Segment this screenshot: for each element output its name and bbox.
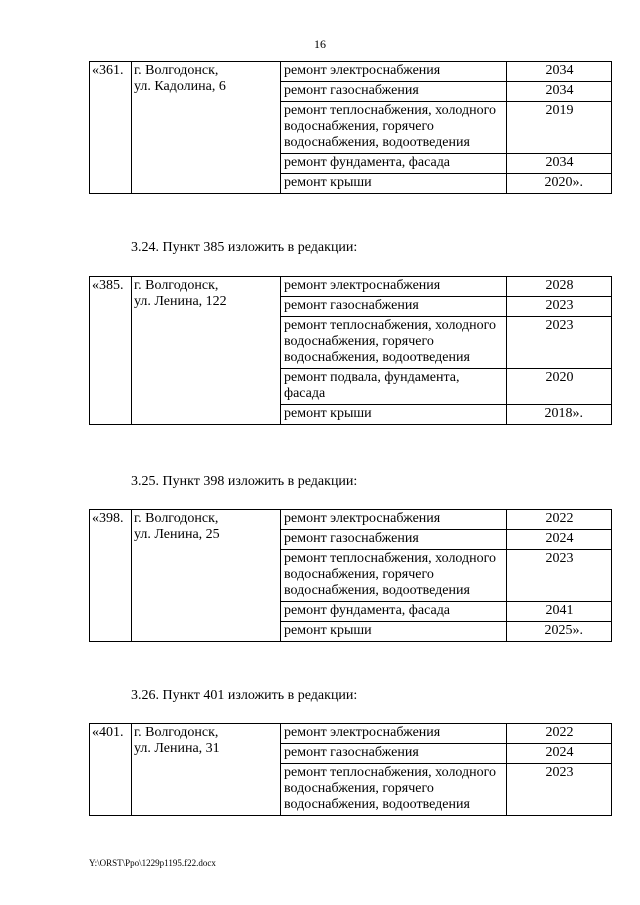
address-street: ул. Ленина, 122 <box>134 294 227 309</box>
work-year: 2041 <box>507 602 612 622</box>
work-year: 2022 <box>507 510 612 530</box>
work-year: 2034 <box>507 82 612 102</box>
item-number: «398. <box>90 510 132 642</box>
work-year: 2020 <box>507 369 612 405</box>
work-type: ремонт крыши <box>281 622 507 642</box>
work-type: ремонт электроснабжения <box>281 277 507 297</box>
work-year: 2024 <box>507 530 612 550</box>
address-street: ул. Ленина, 31 <box>134 741 220 756</box>
address-city: г. Волгодонск, <box>134 278 219 293</box>
amendment-paragraph: 3.24. Пункт 385 изложить в редакции: <box>131 240 358 255</box>
item-number: «361. <box>90 62 132 194</box>
item-number: «401. <box>90 724 132 816</box>
work-year: 2024 <box>507 744 612 764</box>
housing-table <box>89 276 612 425</box>
work-year: 2019 <box>507 102 612 154</box>
work-year: 2034 <box>507 62 612 82</box>
work-type: ремонт крыши <box>281 174 507 194</box>
work-year: 2025». <box>507 622 612 642</box>
table-row <box>90 62 612 82</box>
amendment-paragraph: 3.25. Пункт 398 изложить в редакции: <box>131 474 358 489</box>
address-street: ул. Ленина, 25 <box>134 527 220 542</box>
housing-table <box>89 723 612 816</box>
work-type: ремонт подвала, фундамента, фасада <box>281 369 507 405</box>
work-year: 2028 <box>507 277 612 297</box>
amendment-paragraph: 3.26. Пункт 401 изложить в редакции: <box>131 688 358 703</box>
work-type: ремонт газоснабжения <box>281 82 507 102</box>
address-city: г. Волгодонск, <box>134 63 219 78</box>
table-row <box>90 510 612 530</box>
page-number: 16 <box>314 37 326 51</box>
work-type: ремонт теплоснабжения, холодного водоснабжения, горячего водоснабжения, водоотведения <box>281 764 507 816</box>
work-type: ремонт теплоснабжения, холодного водоснабжения, горячего водоснабжения, водоотведения <box>281 550 507 602</box>
work-type: ремонт крыши <box>281 405 507 425</box>
address <box>132 62 281 194</box>
address-city: г. Волгодонск, <box>134 511 219 526</box>
work-year: 2023 <box>507 297 612 317</box>
work-year: 2020». <box>507 174 612 194</box>
work-type: ремонт фундамента, фасада <box>281 154 507 174</box>
work-type: ремонт теплоснабжения, холодного водоснабжения, горячего водоснабжения, водоотведения <box>281 317 507 369</box>
address <box>132 277 281 425</box>
work-type: ремонт фундамента, фасада <box>281 602 507 622</box>
work-type: ремонт электроснабжения <box>281 724 507 744</box>
work-type: ремонт газоснабжения <box>281 297 507 317</box>
table-row <box>90 277 612 297</box>
housing-table <box>89 61 612 194</box>
work-type: ремонт теплоснабжения, холодного водоснабжения, горячего водоснабжения, водоотведения <box>281 102 507 154</box>
address <box>132 724 281 816</box>
work-year: 2023 <box>507 764 612 816</box>
item-number: «385. <box>90 277 132 425</box>
work-type: ремонт газоснабжения <box>281 744 507 764</box>
work-year: 2018». <box>507 405 612 425</box>
file-path-footer: Y:\ORST\Ppo\1229p1195.f22.docx <box>89 858 216 868</box>
address-city: г. Волгодонск, <box>134 725 219 740</box>
work-type: ремонт электроснабжения <box>281 62 507 82</box>
address-street: ул. Кадолина, 6 <box>134 79 226 94</box>
table-row <box>90 724 612 744</box>
address <box>132 510 281 642</box>
work-type: ремонт электроснабжения <box>281 510 507 530</box>
work-year: 2023 <box>507 317 612 369</box>
work-year: 2022 <box>507 724 612 744</box>
work-year: 2023 <box>507 550 612 602</box>
work-type: ремонт газоснабжения <box>281 530 507 550</box>
work-year: 2034 <box>507 154 612 174</box>
housing-table <box>89 509 612 642</box>
